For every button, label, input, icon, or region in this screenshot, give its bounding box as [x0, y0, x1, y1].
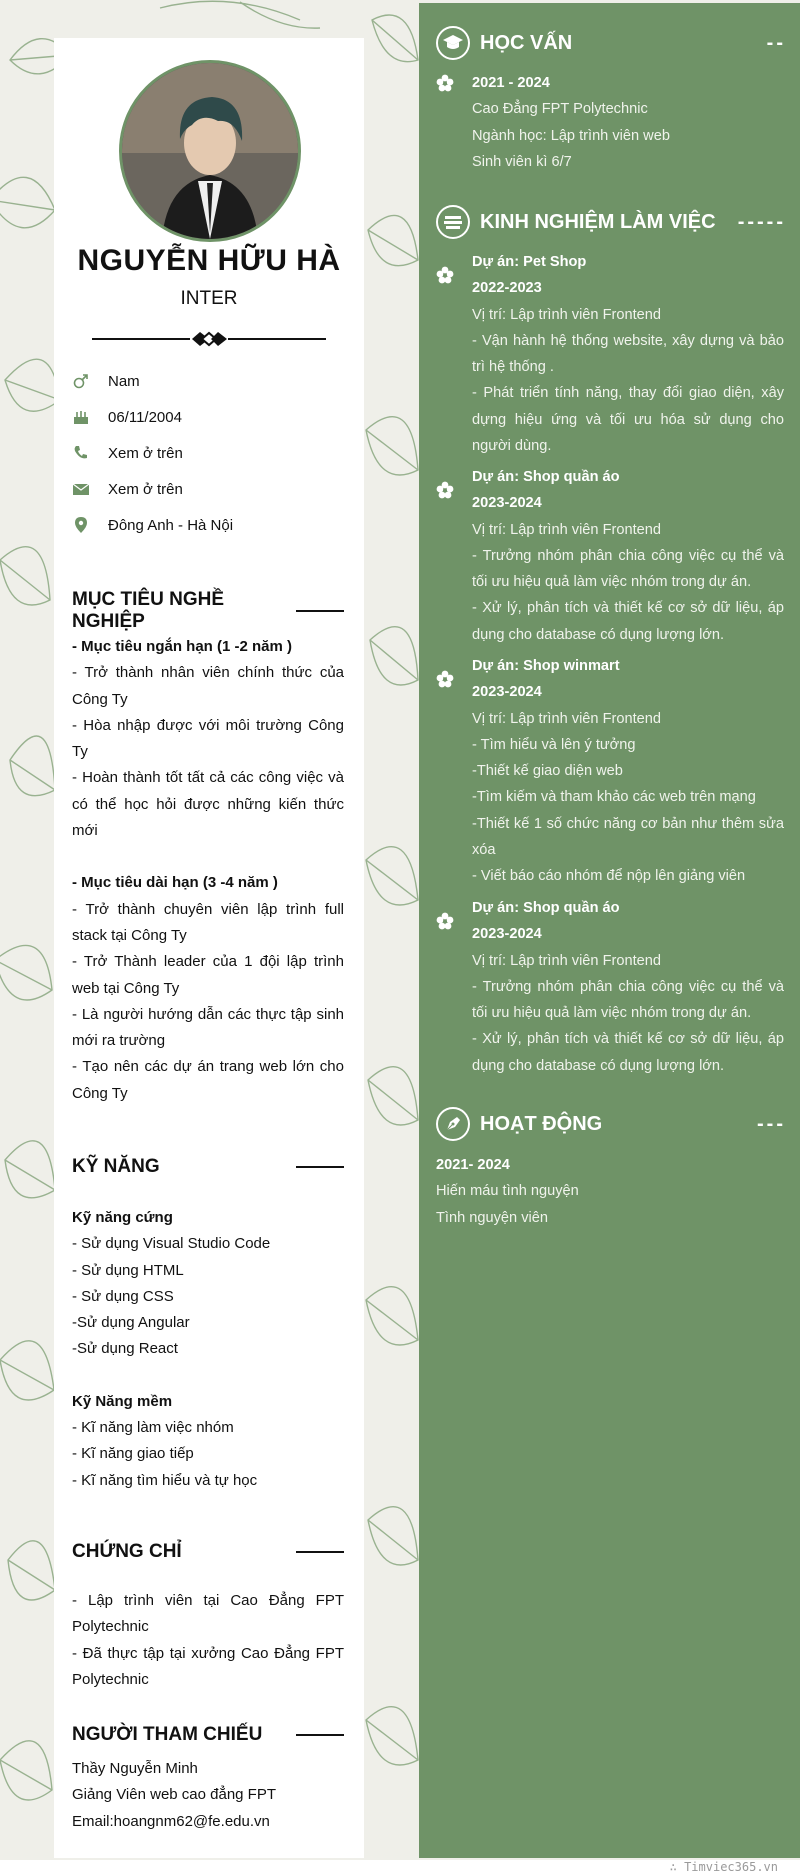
profile-role: INTER	[180, 288, 238, 309]
project-detail: - Phát triển tính năng, thay đổi giao diện, xây dựng hiệu ứng và tối ưu hóa sử dụng cho người dùng.	[472, 385, 784, 455]
project-pet-shop	[472, 249, 784, 459]
hard-skill-item: -Sử dụng React	[72, 1340, 178, 1358]
education-period: 2021 - 2024	[472, 75, 550, 91]
education-line: Sinh viên kì 6/7	[472, 153, 572, 170]
reference-line: Thầy Nguyễn Minh	[72, 1760, 198, 1777]
books-icon	[436, 205, 470, 239]
project-winmart	[472, 653, 784, 890]
watermark-text: Timviec365.vn	[684, 1860, 778, 1874]
project-detail: -Thiết kế 1 số chức năng cơ bản như thêm sửa xóa	[472, 815, 784, 859]
flower-bullet-icon	[436, 912, 454, 930]
experience-title: KINH NGHIỆM LÀM VIỆC	[480, 210, 716, 233]
project-position: Vị trí: Lập trình viên Frontend	[472, 306, 662, 323]
project-name: Dự án: Shop quần áo	[472, 469, 620, 485]
project-position: Vị trí: Lập trình viên Frontend	[472, 521, 662, 538]
education-line: Ngành học: Lập trình viên web	[472, 127, 670, 144]
graduation-cap-icon	[436, 26, 470, 60]
hard-skill-item: - Sử dụng HTML	[72, 1261, 184, 1279]
info-email	[72, 478, 183, 500]
objective-title: MỤC TIÊU NGHỀ NGHIỆP	[72, 589, 224, 632]
project-detail: - Vận hành hệ thống website, xây dựng và bảo trì hệ thống .	[472, 332, 784, 376]
certificates-title: CHỨNG CHỈ	[72, 1541, 182, 1562]
project-detail: - Xử lý, phân tích và thiết kế cơ sở dữ liệu, áp dụng cho database có dụng lượng lớn.	[472, 600, 784, 643]
objective-heading	[72, 589, 344, 633]
education-line: Cao Đẳng FPT Polytechnic	[472, 101, 648, 118]
project-period: 2023-2024	[472, 926, 542, 943]
flower-bullet-icon	[436, 74, 454, 92]
info-birthday-text: 06/11/2004	[108, 408, 182, 426]
activity-line: Tình nguyện viên	[436, 1209, 548, 1226]
logo-icon: ∴	[669, 1860, 685, 1874]
project-clothing-shop-2	[472, 895, 784, 1079]
experience-heading	[436, 203, 786, 241]
heading-rule	[296, 1551, 344, 1553]
watermark	[670, 1860, 778, 1874]
reference-heading	[72, 1724, 344, 1746]
activities-title: HOẠT ĐỘNG	[480, 1112, 603, 1135]
skills-content	[72, 1205, 344, 1494]
activities-dash: ---	[757, 1112, 786, 1135]
project-detail: - Viết báo cáo nhóm để nộp lên giảng viên	[472, 868, 746, 885]
project-position: Vị trí: Lập trình viên Frontend	[472, 710, 662, 727]
education-dash: --	[766, 31, 786, 54]
soft-skill-item: - Kĩ năng giao tiếp	[72, 1445, 194, 1463]
short-term-heading: - Mục tiêu ngắn hạn (1 -2 năm )	[72, 638, 293, 655]
info-location-text: Đông Anh - Hà Nội	[108, 516, 234, 534]
gender-icon	[72, 372, 90, 390]
reference-line: Giảng Viên web cao đẳng FPT	[72, 1786, 277, 1804]
hard-skill-item: -Sử dụng Angular	[72, 1314, 190, 1332]
project-detail: - Xử lý, phân tích và thiết kế cơ sở dữ liệu, áp dụng cho database có dụng lượng lớn.	[472, 1031, 784, 1074]
short-term-item: - Trở thành nhân viên chính thức của Công Ty	[72, 664, 344, 708]
long-term-item: - Là người hướng dẫn các thực tập sinh mới ra trường	[72, 1005, 344, 1050]
project-detail: -Thiết kế giao diện web	[472, 763, 623, 780]
avatar	[119, 60, 301, 242]
activities-content	[436, 1152, 776, 1231]
project-period: 2023-2024	[472, 495, 542, 512]
profile-photo	[122, 63, 298, 239]
heading-rule	[296, 1166, 344, 1168]
education-title: HỌC VẤN	[480, 31, 573, 54]
info-gender	[72, 370, 140, 392]
heading-rule	[296, 1734, 344, 1736]
ornament-divider	[92, 330, 326, 348]
skills-title: KỸ NĂNG	[72, 1156, 160, 1177]
experience-dash: -----	[737, 210, 786, 233]
info-location	[72, 514, 233, 536]
project-detail: - Trưởng nhóm phân chia công việc cụ thể và tối ưu hiệu quả làm việc nhóm trong dự án.	[472, 978, 784, 1022]
info-phone	[72, 442, 183, 464]
project-name: Dự án: Shop quần áo	[472, 900, 620, 916]
info-birthday	[72, 406, 182, 428]
info-gender-text: Nam	[108, 372, 140, 390]
email-icon	[72, 480, 90, 498]
flower-bullet-icon	[436, 481, 454, 499]
reference-content	[72, 1756, 344, 1835]
reference-title: NGƯỜI THAM CHIẾU	[72, 1724, 263, 1745]
long-term-heading: - Mục tiêu dài hạn (3 -4 năm )	[72, 874, 278, 892]
flower-bullet-icon	[436, 266, 454, 284]
soft-skill-item: - Kĩ năng làm việc nhóm	[72, 1419, 234, 1437]
certificates-heading	[72, 1541, 344, 1563]
project-clothing-shop	[472, 464, 784, 648]
project-position: Vị trí: Lập trình viên Frontend	[472, 952, 662, 969]
project-detail: -Tìm kiếm và tham khảo các web trên mạng	[472, 789, 756, 806]
hard-skills-heading: Kỹ năng cứng	[72, 1209, 173, 1226]
heading-rule	[296, 610, 344, 612]
skills-heading	[72, 1156, 344, 1178]
project-period: 2023-2024	[472, 684, 542, 701]
education-content	[472, 70, 784, 175]
activities-period: 2021- 2024	[436, 1157, 510, 1173]
long-term-item: - Trở Thành leader của 1 đội lập trình web tại Công Ty	[72, 953, 344, 997]
info-email-text: Xem ở trên	[108, 480, 183, 498]
education-heading	[436, 24, 786, 62]
objective-content	[72, 634, 344, 1107]
hard-skill-item: - Sử dụng CSS	[72, 1287, 174, 1305]
project-name: Dự án: Pet Shop	[472, 254, 587, 270]
certificate-item: - Đã thực tập tại xưởng Cao Đẳng FPT Polytechnic	[72, 1644, 344, 1688]
activities-heading	[436, 1105, 786, 1143]
activity-line: Hiến máu tình nguyện	[436, 1183, 579, 1200]
birthday-cake-icon	[72, 408, 90, 426]
project-period: 2022-2023	[472, 280, 542, 297]
info-phone-text: Xem ở trên	[108, 444, 183, 462]
short-term-item: - Hoàn thành tốt tất cả các công việc và có thể học hỏi được những kiến thức mới	[72, 769, 344, 840]
profile-name: NGUYỄN HỮU HÀ	[77, 244, 341, 277]
location-pin-icon	[72, 516, 90, 534]
phone-icon	[72, 444, 90, 462]
project-name: Dự án: Shop winmart	[472, 658, 620, 674]
long-term-item: - Tạo nên các dự án trang web lớn cho Công Ty	[72, 1058, 344, 1102]
hard-skill-item: - Sử dụng Visual Studio Code	[72, 1235, 271, 1253]
project-detail: - Tìm hiểu và lên ý tưởng	[472, 736, 636, 753]
short-term-item: - Hòa nhập được với môi trường Công Ty	[72, 716, 344, 761]
flower-bullet-icon	[436, 670, 454, 688]
pen-nib-icon	[436, 1107, 470, 1141]
certificate-item: - Lập trình viên tại Cao Đẳng FPT Polytechnic	[72, 1592, 344, 1636]
reference-line: Email:hoangnm62@fe.edu.vn	[72, 1812, 270, 1830]
soft-skill-item: - Kĩ năng tìm hiểu và tự học	[72, 1471, 258, 1489]
long-term-item: - Trở thành chuyên viên lập trình full stack tại Công Ty	[72, 900, 344, 944]
soft-skills-heading: Kỹ Năng mềm	[72, 1392, 173, 1410]
certificates-content	[72, 1588, 344, 1693]
project-detail: - Trưởng nhóm phân chia công việc cụ thể và tối ưu hiệu quả làm việc nhóm trong dự án.	[472, 547, 784, 591]
